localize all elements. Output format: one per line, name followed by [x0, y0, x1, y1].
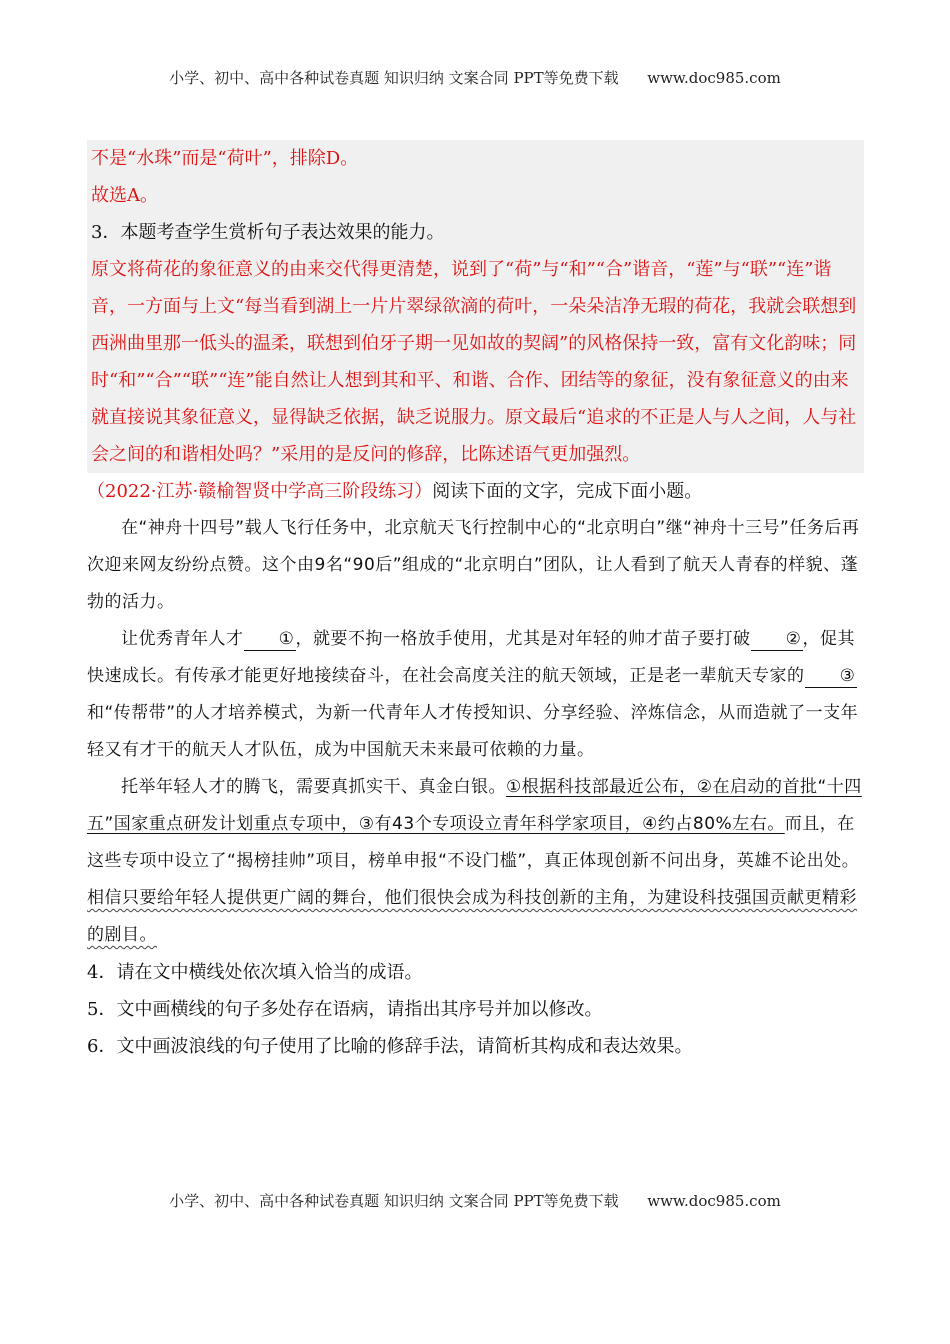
text-segment: ，促其快速成长。有传承才能更好地接续奋斗，在社会高度关注的航天领域，正是老一辈航天专家的: [87, 629, 855, 686]
source-instruction: 阅读下面的文字，完成下面小题。: [432, 481, 703, 502]
blank-1: ①: [244, 628, 296, 651]
question-3-explanation: 原文将荷花的象征意义的由来交代得更清楚，说到了“荷”与“和”“合”谐音，“莲”与“联”“连”谐音，一方面与上文“每当看到湖上一片片翠绿欲滴的荷叶，一朵朵洁净无瑕的荷花，我就会联想到西洲曲里那一低头的温柔，联想到伯牙子期一见如故的契阔”的风格保持一致，富有文化韵味；同时“和”“合”“联”“连”能自然让人想到其和平、和谐、合作、团结等的象征，没有象征意义的由来就直接说其象征意义，显得缺乏依据，缺乏说服力。原文最后“追求的不正是人与人之间，人与社会之间的和谐相处吗？”采用的是反问的修辞，比陈述语气更加强烈。: [91, 259, 857, 465]
passage-paragraph-2: [87, 621, 864, 769]
text-segment: ，就要不拘一格放手使用，尤其是对年轻的帅才苗子要打破: [295, 629, 751, 649]
blank-2: ②: [751, 628, 803, 651]
answer-block: [87, 140, 864, 473]
wavy-sentence: 相信只要给年轻人提供更广阔的舞台，他们很快会成为科技创新的主角，为建设科技强国贡献更精彩的剧目。: [87, 888, 857, 945]
answer-line-2: 故选A。: [91, 185, 158, 206]
passage-paragraph-1: 在“神舟十四号”载人飞行任务中，北京航天飞行控制中心的“北京明白”继“神舟十三号”任务后再次迎来网友纷纷点赞。这个由9名“90后”组成的“北京明白”团队，让人看到了航天人青春的样貌、蓬勃的活力。: [87, 518, 860, 612]
question-5: 5．文中画横线的句子多处存在语病，请指出其序号并加以修改。: [87, 999, 603, 1020]
text-segment: 让优秀青年人才: [121, 629, 244, 649]
answer-line-1: 不是“水珠”而是“荷叶”，排除D。: [91, 148, 359, 169]
source-line: [87, 473, 864, 510]
text-segment: 托举年轻人才的腾飞，需要真抓实干、真金白银。: [121, 777, 506, 797]
page-footer: 小学、初中、高中各种试卷真题 知识归纳 文案合同 PPT等免费下载 www.doc985.com: [169, 1192, 781, 1210]
text-segment: 而且，在这些专项中设立了“揭榜挂帅”项目，榜单申报“不设门槛”，真正体现创新不问出身，英雄不论出处。: [87, 814, 860, 871]
question-6: 6．文中画波浪线的句子使用了比喻的修辞手法，请简析其构成和表达效果。: [87, 1036, 693, 1057]
blank-3: ③: [805, 665, 857, 688]
text-segment: 和“传帮带”的人才培养模式，为新一代青年人才传授知识、分享经验、淬炼信念，从而造就了一支年轻又有才干的航天人才队伍，成为中国航天未来最可依赖的力量。: [87, 703, 859, 760]
passage-paragraph-3: [87, 769, 864, 954]
question-4: 4．请在文中横线处依次填入恰当的成语。: [87, 962, 423, 983]
underlined-sentence: ①根据科技部最近公布，②在启动的首批“十四五”国家重点研发计划重点专项中，③有43个专项设立青年科学家项目，④约占80%左右。: [87, 777, 862, 834]
source-tag: （2022·江苏·赣榆智贤中学高三阶段练习）: [87, 481, 433, 502]
page-content: [87, 140, 864, 1065]
question-3-title: 3．本题考查学生赏析句子表达效果的能力。: [91, 222, 445, 243]
page-header: 小学、初中、高中各种试卷真题 知识归纳 文案合同 PPT等免费下载 www.doc985.com: [169, 69, 781, 87]
